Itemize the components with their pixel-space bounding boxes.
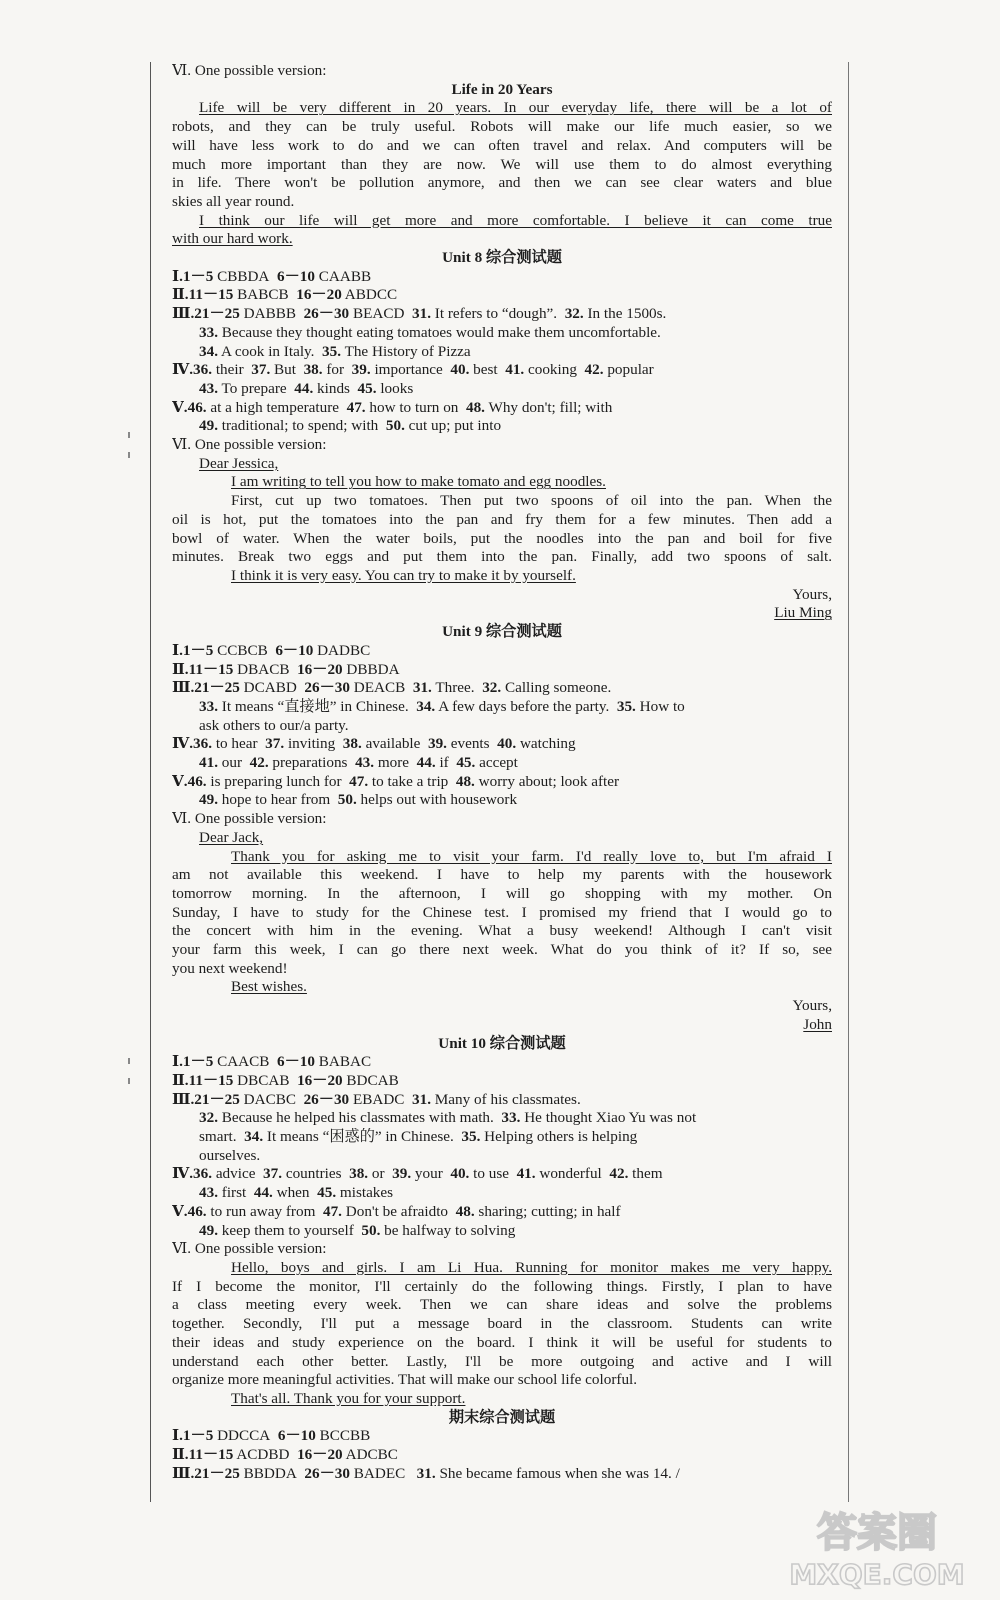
answer-row: Ⅰ.1－5 CCBCB 6－10 DADBC <box>172 641 371 659</box>
answer-row: Ⅰ.1－5 CAACB 6－10 BABAC <box>172 1053 372 1071</box>
speech-line: together. Secondly, I'll put a message board in the classroom. Students can write <box>172 1315 832 1333</box>
answer-row: Ⅲ.21－25 BBDDA 26－30 BADEC 31. She became famous when she was 14. / <box>172 1464 680 1482</box>
underlined-sentence: Thank you for asking me to visit your farm. I'd really love to, but I'm afraid I <box>231 847 832 865</box>
essay-title: Life in 20 Years <box>451 80 553 98</box>
letter-line: Sunday, I have to study for the Chinese test. I promised my friend that I would go to <box>172 903 832 921</box>
watermark-text: 答案圈 <box>817 1510 937 1556</box>
speech-line <box>172 1259 832 1278</box>
letter-line <box>172 567 832 586</box>
section-heading: Ⅵ. One possible version: <box>172 62 327 79</box>
letter-line: bowl of water. When the water boils, put the noodles into the pan and boil for five <box>172 529 832 547</box>
answer-row: Ⅳ.36. their 37. But 38. for 39. importance 40. best 41. cooking 42. popular <box>172 361 654 379</box>
essay-line: skies all year round. <box>172 192 295 210</box>
answer-row: Ⅳ.36. to hear 37. inviting 38. available 39. events 40. watching <box>172 735 576 753</box>
answer-row: Ⅱ.11－15 DBCAB 16－20 BDCAB <box>172 1071 399 1089</box>
letter-line: the concert with him in the evening. What a busy weekend! Although I can't visit <box>172 922 832 940</box>
answer-row: 49. hope to hear from 50. helps out with housework <box>199 791 518 809</box>
answer-row: 49. traditional; to spend; with 50. cut up; put into <box>199 417 502 435</box>
essay-line: will have less work to do and we can often travel and relax. And computers will be <box>172 136 832 154</box>
letter-line <box>172 848 832 867</box>
answer-row: ourselves. <box>199 1146 261 1164</box>
answer-row: smart. 34. It means “困惑的” in Chinese. 35. Helping others is helping <box>199 1128 638 1146</box>
answer-row: 41. our 42. preparations 43. more 44. if 45. accept <box>199 754 518 772</box>
letter-line: oil is hot, put the tomatoes into the pan and fry them for a few minutes. Then add a <box>172 510 832 528</box>
essay-line <box>172 230 832 249</box>
letter-line: you next weekend! <box>172 959 288 977</box>
underlined-sentence: Life will be very different in 20 years. In our everyday life, there will be a lot of <box>199 99 832 117</box>
answer-row: Ⅱ.11－15 DBACB 16－20 DBBDA <box>172 660 400 678</box>
answer-row: Ⅲ.21－25 DCABD 26－30 DEACB 31. Three. 32. Calling someone. <box>172 679 612 697</box>
underlined-sentence: Best wishes. <box>231 978 307 996</box>
letter-signature: Liu Ming <box>774 604 832 622</box>
letter-closing: Yours, <box>792 997 832 1015</box>
underlined-sentence: I am writing to tell you how to make tomato and egg noodles. <box>231 473 606 491</box>
answer-row: 32. Because he helped his classmates with math. 33. He thought Xiao Yu was not <box>199 1109 697 1127</box>
answer-row: ask others to our/a party. <box>199 716 349 734</box>
letter-line: First, cut up two tomatoes. Then put two spoons of oil into the pan. When the <box>231 492 832 510</box>
answer-row: Ⅰ.1－5 DDCCA 6－10 BCCBB <box>172 1427 371 1445</box>
answer-row: Ⅲ.21－25 DABBB 26－30 BEACD 31. It refers to “dough”. 32. In the 1500s. <box>172 305 667 323</box>
speech-line: organize more meaningful activities. That will make our school life colorful. <box>172 1371 638 1389</box>
margin-mark <box>128 432 130 438</box>
underlined-sentence: Hello, boys and girls. I am Li Hua. Running for monitor makes me very happy. <box>231 1259 832 1276</box>
answer-row: Ⅳ.36. advice 37. countries 38. or 39. your 40. to use 41. wonderful 42. them <box>172 1165 663 1183</box>
unit-10-title: Unit 10 综合测试题 <box>438 1034 566 1052</box>
margin-mark <box>128 1078 130 1084</box>
letter-line <box>172 978 832 997</box>
speech-line: If I become the monitor, I'll certainly do the following things. Firstly, I plan to have <box>172 1277 832 1295</box>
answer-page <box>172 62 832 1483</box>
underlined-sentence: I think our life will get more and more comfortable. I believe it can come true <box>199 211 832 229</box>
margin-mark <box>128 452 130 458</box>
essay-line <box>172 99 832 118</box>
site-watermark-logo <box>782 1500 972 1592</box>
right-margin-rule <box>848 62 849 1502</box>
underlined-sentence: That's all. Thank you for your support. <box>231 1389 466 1407</box>
section-heading: Ⅵ. One possible version: <box>172 1240 327 1258</box>
letter-greeting: Dear Jessica, <box>199 454 279 472</box>
answer-row: Ⅱ.11－15 BABCB 16－20 ABDCC <box>172 286 398 304</box>
essay-line <box>172 212 832 231</box>
letter-line: minutes. Break two eggs and put them into the pan. Finally, add two spoons of salt. <box>172 548 832 566</box>
underlined-sentence: with our hard work. <box>172 230 293 248</box>
margin-mark <box>128 1058 130 1064</box>
letter-line: tomorrow morning. In the afternoon, I will go shopping with my mother. On <box>172 884 832 902</box>
left-margin-rule <box>150 62 151 1502</box>
answer-row: 33. Because they thought eating tomatoes would make them uncomfortable. <box>199 323 661 341</box>
section-heading: Ⅵ. One possible version: <box>172 810 327 828</box>
letter-line: your farm this week, I can go there next week. What do you think of it? If so, see <box>172 941 832 959</box>
letter-greeting: Dear Jack, <box>199 828 264 846</box>
letter-closing: Yours, <box>792 585 832 603</box>
letter-signature: John <box>803 1015 832 1033</box>
answer-row: Ⅱ.11－15 ACDBD 16－20 ADCBC <box>172 1446 398 1464</box>
answer-row: 43. To prepare 44. kinds 45. looks <box>199 379 414 397</box>
speech-line: a class meeting every week. Then we can share ideas and solve the problems <box>172 1296 832 1314</box>
letter-line: am not available this weekend. I have to help my parents with the housework <box>172 866 832 884</box>
answer-row: Ⅰ.1－5 CBBDA 6－10 CAABB <box>172 267 372 285</box>
section-heading: Ⅵ. One possible version: <box>172 436 327 454</box>
answer-row: Ⅲ.21－25 DACBC 26－30 EBADC 31. Many of his classmates. <box>172 1090 581 1108</box>
answer-row: 49. keep them to yourself 50. be halfway to solving <box>199 1221 516 1239</box>
speech-line: understand each other better. Lastly, I'll be more outgoing and active and I will <box>172 1352 832 1370</box>
watermark-url: MXQE.COM <box>789 1558 965 1591</box>
answer-row: Ⅴ.46. at a high temperature 47. how to turn on 48. Why don't; fill; with <box>172 398 613 416</box>
answer-row: 34. A cook in Italy. 35. The History of Pizza <box>199 342 471 360</box>
letter-line <box>172 473 832 492</box>
essay-line: much more important than they are now. We will use them to do almost everything <box>172 155 832 173</box>
essay-line: robots, and they can be truly useful. Robots will make our life much easier, so we <box>172 118 832 136</box>
answer-row: 33. It means “直接地” in Chinese. 34. A few days before the party. 35. How to <box>199 697 685 715</box>
essay-line: in life. There won't be pollution anymore, and then we can see clear waters and blue <box>172 174 832 192</box>
underlined-sentence: I think it is very easy. You can try to make it by yourself. <box>231 566 576 584</box>
answer-row: Ⅴ.46. to run away from 47. Don't be afraidto 48. sharing; cutting; in half <box>172 1202 621 1220</box>
speech-line: their ideas and study experience on the board. I think it will be useful for students to <box>172 1333 832 1351</box>
final-test-title: 期末综合测试题 <box>448 1408 556 1426</box>
answer-row: 43. first 44. when 45. mistakes <box>199 1184 394 1202</box>
answer-row: Ⅴ.46. is preparing lunch for 47. to take a trip 48. worry about; look after <box>172 772 620 790</box>
unit-8-title: Unit 8 综合测试题 <box>442 249 562 267</box>
unit-9-title: Unit 9 综合测试题 <box>442 623 562 641</box>
speech-line <box>172 1390 832 1409</box>
